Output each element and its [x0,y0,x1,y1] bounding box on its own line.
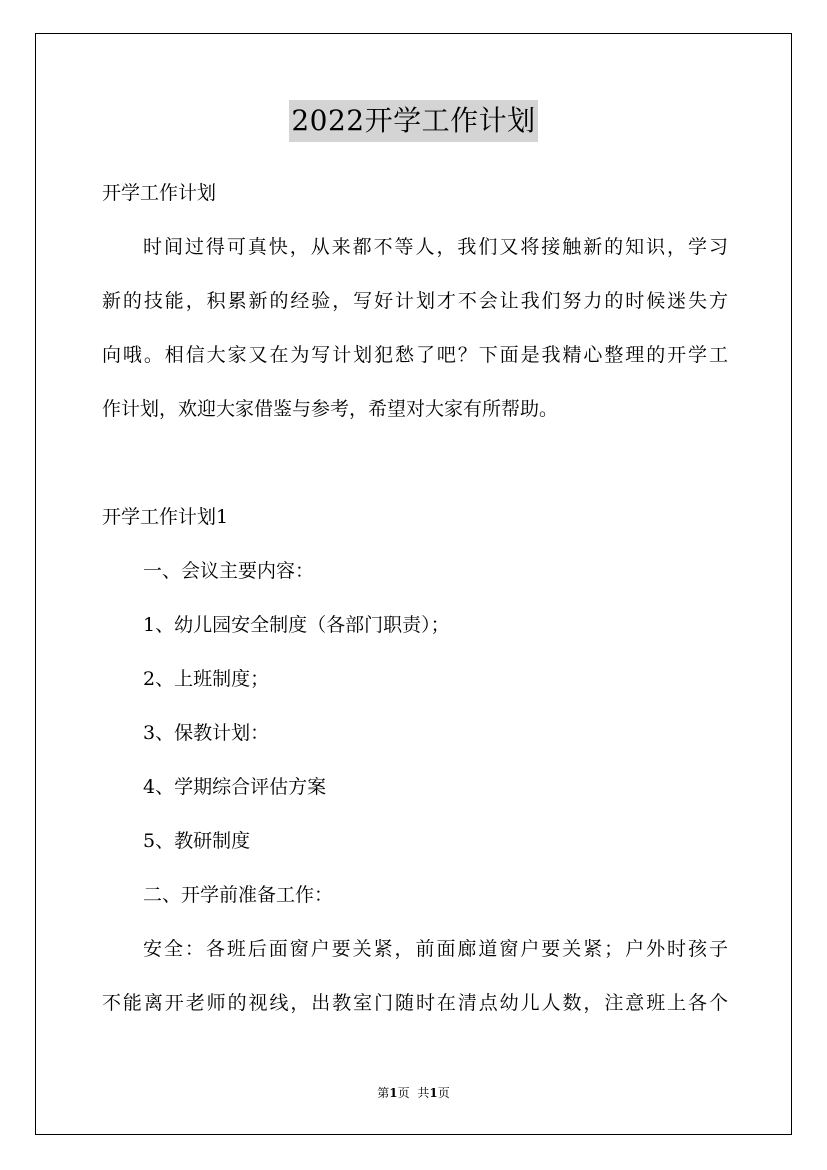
title-container [0,100,827,142]
paragraph-line: 安全：各班后面窗户要关紧，前面廊道窗户要关紧；户外时孩子 [143,938,728,960]
list-heading: 二、开学前准备工作： [143,884,334,906]
document-body [102,176,728,1040]
page-number: 1 [389,1086,398,1100]
total-label-prefix: 共 [417,1086,430,1100]
blank-line [102,446,728,500]
total-label-suffix: 页 [437,1086,450,1100]
section-heading: 开学工作计划 [102,182,217,204]
page-footer [0,1084,827,1101]
list-item: 1、幼儿园安全制度（各部门职责）； [143,614,450,636]
section-heading: 开学工作计划1 [102,506,229,528]
list-heading: 一、会议主要内容： [143,560,315,582]
page-label-suffix: 页 [397,1086,410,1100]
paragraph-line: 新的技能，积累新的经验，写好计划才不会让我们努力的时候迷失方 [102,290,728,312]
list-item: 4、学期综合评估方案 [143,776,327,798]
list-item: 5、教研制度 [143,830,251,852]
list-item: 3、保教计划： [143,722,270,744]
paragraph-line: 作计划，欢迎大家借鉴与参考，希望对大家有所帮助。 [102,398,559,420]
paragraph-line: 不能离开老师的视线，出教室门随时在清点幼儿人数，注意班上各个 [102,992,728,1014]
total-pages: 1 [429,1086,438,1100]
paragraph-line: 时间过得可真快，从来都不等人，我们又将接触新的知识，学习 [143,236,728,258]
page-label-prefix: 第 [377,1086,390,1100]
document-title: 2022开学工作计划 [289,100,537,142]
paragraph-line: 向哦。相信大家又在为写计划犯愁了吧？下面是我精心整理的开学工 [102,344,728,366]
list-item: 2、上班制度； [143,668,270,690]
